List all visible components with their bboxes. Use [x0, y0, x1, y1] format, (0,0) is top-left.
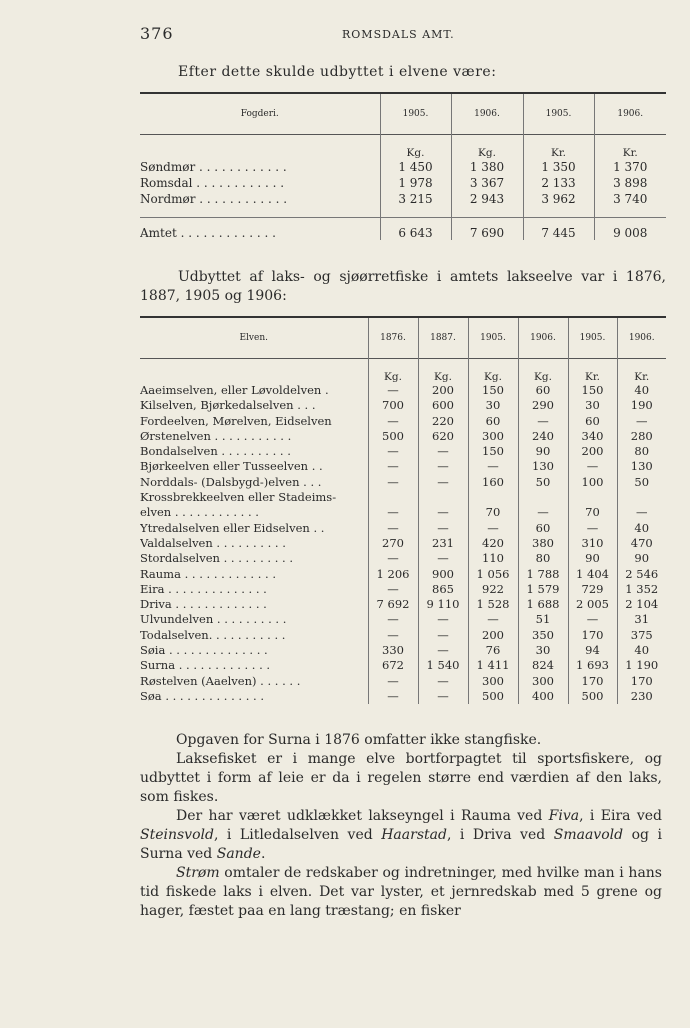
cell-value: — [418, 628, 468, 643]
cell-value: 900 [418, 567, 468, 582]
table-header-row [140, 93, 666, 135]
row-label: Krossbrekkeelven eller Stadeims- [140, 490, 337, 505]
cell-value: 1 528 [468, 597, 518, 612]
cell-value: 7 692 [368, 597, 418, 612]
column-header: 1887. [418, 317, 468, 359]
cell-value: 6 643 [380, 218, 451, 241]
cell-value: — [368, 551, 418, 566]
cell-value: 1 411 [468, 658, 518, 673]
paragraph: Opgaven for Surna i 1876 omfatter ikke stangfiske. [176, 732, 542, 748]
text-span: . [260, 846, 266, 862]
cell-value: 824 [518, 658, 568, 673]
unit-label: Kg. [380, 135, 451, 160]
cell-value: 350 [518, 628, 568, 643]
table-row [140, 521, 666, 536]
cell-value: 400 [518, 689, 568, 704]
table-row [140, 159, 666, 175]
cell-value: — [418, 689, 468, 704]
table-row [140, 689, 666, 704]
place-name: Smaavold [553, 827, 624, 843]
cell-value: — [418, 521, 468, 536]
cell-value: 30 [518, 643, 568, 658]
cell-value: 70 [568, 505, 617, 520]
unit-label: Kr. [523, 135, 594, 160]
cell-value: 3 898 [594, 175, 666, 191]
cell-value: 50 [617, 475, 666, 490]
table-row [140, 383, 666, 398]
cell-value: — [418, 674, 468, 689]
unit-row [140, 135, 666, 160]
unit-label: Kr. [617, 359, 666, 384]
cell-value [418, 490, 468, 505]
table-row [140, 643, 666, 658]
column-header: 1906. [594, 93, 666, 135]
table-row [140, 628, 666, 643]
cell-value: 190 [617, 398, 666, 413]
cell-value: 2 546 [617, 567, 666, 582]
table-row [140, 567, 666, 582]
table-row [140, 191, 666, 207]
column-header: 1906. [617, 317, 666, 359]
cell-value: 130 [617, 459, 666, 474]
cell-value: 310 [568, 536, 617, 551]
row-label: Rauma . . . . . . . . . . . . . [140, 566, 276, 581]
cell-value: 672 [368, 658, 418, 673]
table-row [140, 505, 666, 520]
row-label: Stordalselven . . . . . . . . . . [140, 551, 294, 566]
cell-value: 330 [368, 643, 418, 658]
cell-value: 51 [518, 612, 568, 627]
unit-label: Kr. [568, 359, 617, 384]
cell-value: — [368, 475, 418, 490]
cell-value: 1 688 [518, 597, 568, 612]
cell-value: 30 [468, 398, 518, 413]
cell-value: 865 [418, 582, 468, 597]
row-label: Ytredalselven eller Eidselven . . [140, 520, 325, 535]
cell-value: — [368, 612, 418, 627]
row-label: Røstelven (Aaelven) . . . . . . [140, 673, 301, 688]
table-row [140, 475, 666, 490]
cell-value: 60 [468, 414, 518, 429]
cell-value [518, 490, 568, 505]
cell-value: 420 [468, 536, 518, 551]
cell-value [468, 490, 518, 505]
cell-value: 1 380 [451, 159, 523, 175]
cell-value: — [617, 414, 666, 429]
place-name: Fiva [548, 808, 580, 824]
cell-value: 1 450 [380, 159, 451, 175]
cell-value: 170 [568, 628, 617, 643]
cell-value: — [518, 414, 568, 429]
table-row [140, 444, 666, 459]
cell-value: 231 [418, 536, 468, 551]
paragraph: Laksefisket er i mange elve bortforpagtet til sportsfiskere, og udbyttet i form af leie er da i regelen større end værdien af den laks, som fiskes. [140, 751, 662, 805]
cell-value [368, 490, 418, 505]
row-label: Søia . . . . . . . . . . . . . . [140, 643, 268, 658]
yield-by-district-table [140, 92, 666, 240]
table-row [140, 414, 666, 429]
cell-value: 90 [568, 551, 617, 566]
table-row [140, 398, 666, 413]
row-label: Fordeelven, Mørelven, Eidselven [140, 413, 332, 428]
yield-by-river-table [140, 316, 666, 704]
cell-value: 170 [617, 674, 666, 689]
row-label: Todalselven. . . . . . . . . . . [140, 627, 286, 642]
text-span: , i Driva ved [446, 827, 554, 843]
cell-value: — [418, 551, 468, 566]
column-header: Fogderi. [240, 109, 279, 119]
cell-value: 80 [518, 551, 568, 566]
row-label: Driva . . . . . . . . . . . . . [140, 597, 267, 612]
cell-value: 2 943 [451, 191, 523, 207]
text-span: Der har været udklækket lakseyngel i Rauma ved [176, 808, 549, 824]
cell-value: 30 [568, 398, 617, 413]
cell-value: — [368, 459, 418, 474]
cell-value: — [368, 521, 418, 536]
table-row [140, 612, 666, 627]
cell-value: 3 962 [523, 191, 594, 207]
unit-label: Kr. [594, 135, 666, 160]
place-name: Sande [216, 846, 261, 862]
page-number: 376 [140, 24, 174, 43]
cell-value: 94 [568, 643, 617, 658]
cell-value: — [368, 689, 418, 704]
place-name: Haarstad [381, 827, 447, 843]
cell-value: — [617, 505, 666, 520]
cell-value: 90 [617, 551, 666, 566]
cell-value: — [418, 612, 468, 627]
cell-value: 130 [518, 459, 568, 474]
cell-value: 500 [468, 689, 518, 704]
cell-value: — [418, 643, 468, 658]
row-label: Valdalselven . . . . . . . . . . [140, 535, 286, 550]
cell-value: — [418, 505, 468, 520]
table-row [140, 658, 666, 673]
cell-value: 1 056 [468, 567, 518, 582]
text-span: og i Surna ved [140, 827, 662, 862]
table2-intro-text: Udbyttet af laks- og sjøørretfiske i amtets lakseelve var i 1876, 1887, 1905 og 1906: [140, 269, 666, 304]
table-row [140, 551, 666, 566]
cell-value: 3 740 [594, 191, 666, 207]
cell-value: 300 [468, 674, 518, 689]
cell-value: 170 [568, 674, 617, 689]
cell-value: — [418, 475, 468, 490]
unit-label: Kg. [518, 359, 568, 384]
cell-value: 90 [518, 444, 568, 459]
unit-label: Kg. [418, 359, 468, 384]
table-header-row [140, 317, 666, 359]
cell-value: 470 [617, 536, 666, 551]
cell-value: 40 [617, 643, 666, 658]
cell-value: — [368, 505, 418, 520]
cell-value: 500 [368, 429, 418, 444]
column-header: 1905. [468, 317, 518, 359]
cell-value: 1 540 [418, 658, 468, 673]
cell-value: 7 445 [523, 218, 594, 241]
cell-value: 300 [468, 429, 518, 444]
cell-value: — [468, 459, 518, 474]
cell-value: 50 [518, 475, 568, 490]
row-label: Eira . . . . . . . . . . . . . . [140, 581, 267, 596]
row-label: Bondalselven . . . . . . . . . . [140, 444, 291, 459]
cell-value: 150 [468, 444, 518, 459]
column-header: 1906. [451, 93, 523, 135]
cell-value: 1 693 [568, 658, 617, 673]
cell-value: 80 [617, 444, 666, 459]
table-row [140, 429, 666, 444]
cell-value: 1 579 [518, 582, 568, 597]
cell-value: 60 [518, 521, 568, 536]
cell-value: 3 215 [380, 191, 451, 207]
cell-value: 200 [418, 383, 468, 398]
cell-value: 280 [617, 429, 666, 444]
table-row [140, 597, 666, 612]
cell-value: 60 [568, 414, 617, 429]
cell-value: 1 190 [617, 658, 666, 673]
cell-value: 230 [617, 689, 666, 704]
row-label: Kilselven, Bjørkedalselven . . . [140, 398, 316, 413]
cell-value [617, 490, 666, 505]
row-label: Norddals- (Dalsbygd-)elven . . . [140, 474, 322, 489]
cell-value: 1 352 [617, 582, 666, 597]
cell-value: 60 [518, 383, 568, 398]
row-label: Søa . . . . . . . . . . . . . . [140, 688, 265, 703]
column-header: 1905. [523, 93, 594, 135]
table-row [140, 582, 666, 597]
cell-value: 2 133 [523, 175, 594, 191]
cell-value: 100 [568, 475, 617, 490]
cell-value: 1 404 [568, 567, 617, 582]
cell-value: 3 367 [451, 175, 523, 191]
row-label: Surna . . . . . . . . . . . . . [140, 658, 271, 673]
cell-value: 380 [518, 536, 568, 551]
cell-value: 150 [468, 383, 518, 398]
unit-label: Kg. [451, 135, 523, 160]
row-label: Amtet . . . . . . . . . . . . . [140, 226, 276, 240]
cell-value: 1 206 [368, 567, 418, 582]
cell-value: 70 [468, 505, 518, 520]
cell-value: 110 [468, 551, 518, 566]
table-total-row [140, 218, 666, 241]
cell-value: 9 110 [418, 597, 468, 612]
cell-value: — [518, 505, 568, 520]
column-header: 1905. [568, 317, 617, 359]
cell-value: 340 [568, 429, 617, 444]
row-label: elven . . . . . . . . . . . . [140, 505, 259, 520]
cell-value: — [368, 383, 418, 398]
cell-value: 729 [568, 582, 617, 597]
cell-value: 1 978 [380, 175, 451, 191]
unit-label: Kg. [368, 359, 418, 384]
row-label: Søndmør . . . . . . . . . . . . [140, 160, 287, 174]
cell-value: 1 350 [523, 159, 594, 175]
row-label: Ørstenelven . . . . . . . . . . . [140, 428, 292, 443]
cell-value: 1 788 [518, 567, 568, 582]
text-span: omtaler de redskaber og indretninger, med hvilke man i hans tid fiskede laks i elven. Det var lyster, et jernredskab med 5 grene og hager, fæstet paa en lang træstang; en fisker [140, 865, 662, 919]
cell-value: — [368, 674, 418, 689]
running-header: ROMSDALS AMT. [342, 28, 455, 41]
cell-value: 40 [617, 521, 666, 536]
cell-value: 300 [518, 674, 568, 689]
cell-value: 600 [418, 398, 468, 413]
cell-value: — [368, 444, 418, 459]
table-row [140, 674, 666, 689]
row-label: Aaeimselven, eller Løvoldelven . [140, 383, 329, 397]
cell-value: — [368, 628, 418, 643]
cell-value: — [368, 414, 418, 429]
table-row [140, 490, 666, 505]
cell-value: 9 008 [594, 218, 666, 241]
paragraph [140, 807, 662, 864]
cell-value: — [568, 459, 617, 474]
cell-value: — [568, 521, 617, 536]
cell-value [568, 490, 617, 505]
row-label: Nordmør . . . . . . . . . . . . [140, 192, 288, 206]
text-span: , i Litledalselven ved [213, 827, 382, 843]
cell-value: 240 [518, 429, 568, 444]
place-name: Steinsvold [140, 827, 214, 843]
cell-value: 7 690 [451, 218, 523, 241]
table-row [140, 459, 666, 474]
cell-value: 620 [418, 429, 468, 444]
cell-value: 2 104 [617, 597, 666, 612]
intro-text: Efter dette skulde udbyttet i elvene være: [178, 64, 497, 80]
column-header: 1906. [518, 317, 568, 359]
unit-row [140, 359, 666, 384]
author-name: Strøm [176, 865, 220, 881]
cell-value: 2 005 [568, 597, 617, 612]
column-header: 1905. [380, 93, 451, 135]
cell-value: 700 [368, 398, 418, 413]
cell-value: 375 [617, 628, 666, 643]
cell-value: — [568, 612, 617, 627]
paragraph [140, 864, 662, 921]
column-header: Elven. [239, 333, 269, 343]
column-header: 1876. [368, 317, 418, 359]
row-label: Romsdal . . . . . . . . . . . . [140, 176, 285, 190]
row-label: Bjørkeelven eller Tusseelven . . [140, 459, 323, 474]
cell-value: — [418, 444, 468, 459]
cell-value: — [418, 459, 468, 474]
text-span: , i Eira ved [579, 808, 662, 824]
cell-value: 76 [468, 643, 518, 658]
cell-value: 200 [468, 628, 518, 643]
row-label: Ulvundelven . . . . . . . . . . [140, 612, 287, 627]
cell-value: 160 [468, 475, 518, 490]
cell-value: 40 [617, 383, 666, 398]
cell-value: — [468, 521, 518, 536]
cell-value: — [468, 612, 518, 627]
cell-value: 31 [617, 612, 666, 627]
cell-value: 150 [568, 383, 617, 398]
table-row [140, 175, 666, 191]
cell-value: 200 [568, 444, 617, 459]
cell-value: 220 [418, 414, 468, 429]
cell-value: 270 [368, 536, 418, 551]
table-row [140, 536, 666, 551]
cell-value: 1 370 [594, 159, 666, 175]
unit-label: Kg. [468, 359, 518, 384]
cell-value: — [368, 582, 418, 597]
cell-value: 922 [468, 582, 518, 597]
cell-value: 500 [568, 689, 617, 704]
cell-value: 290 [518, 398, 568, 413]
